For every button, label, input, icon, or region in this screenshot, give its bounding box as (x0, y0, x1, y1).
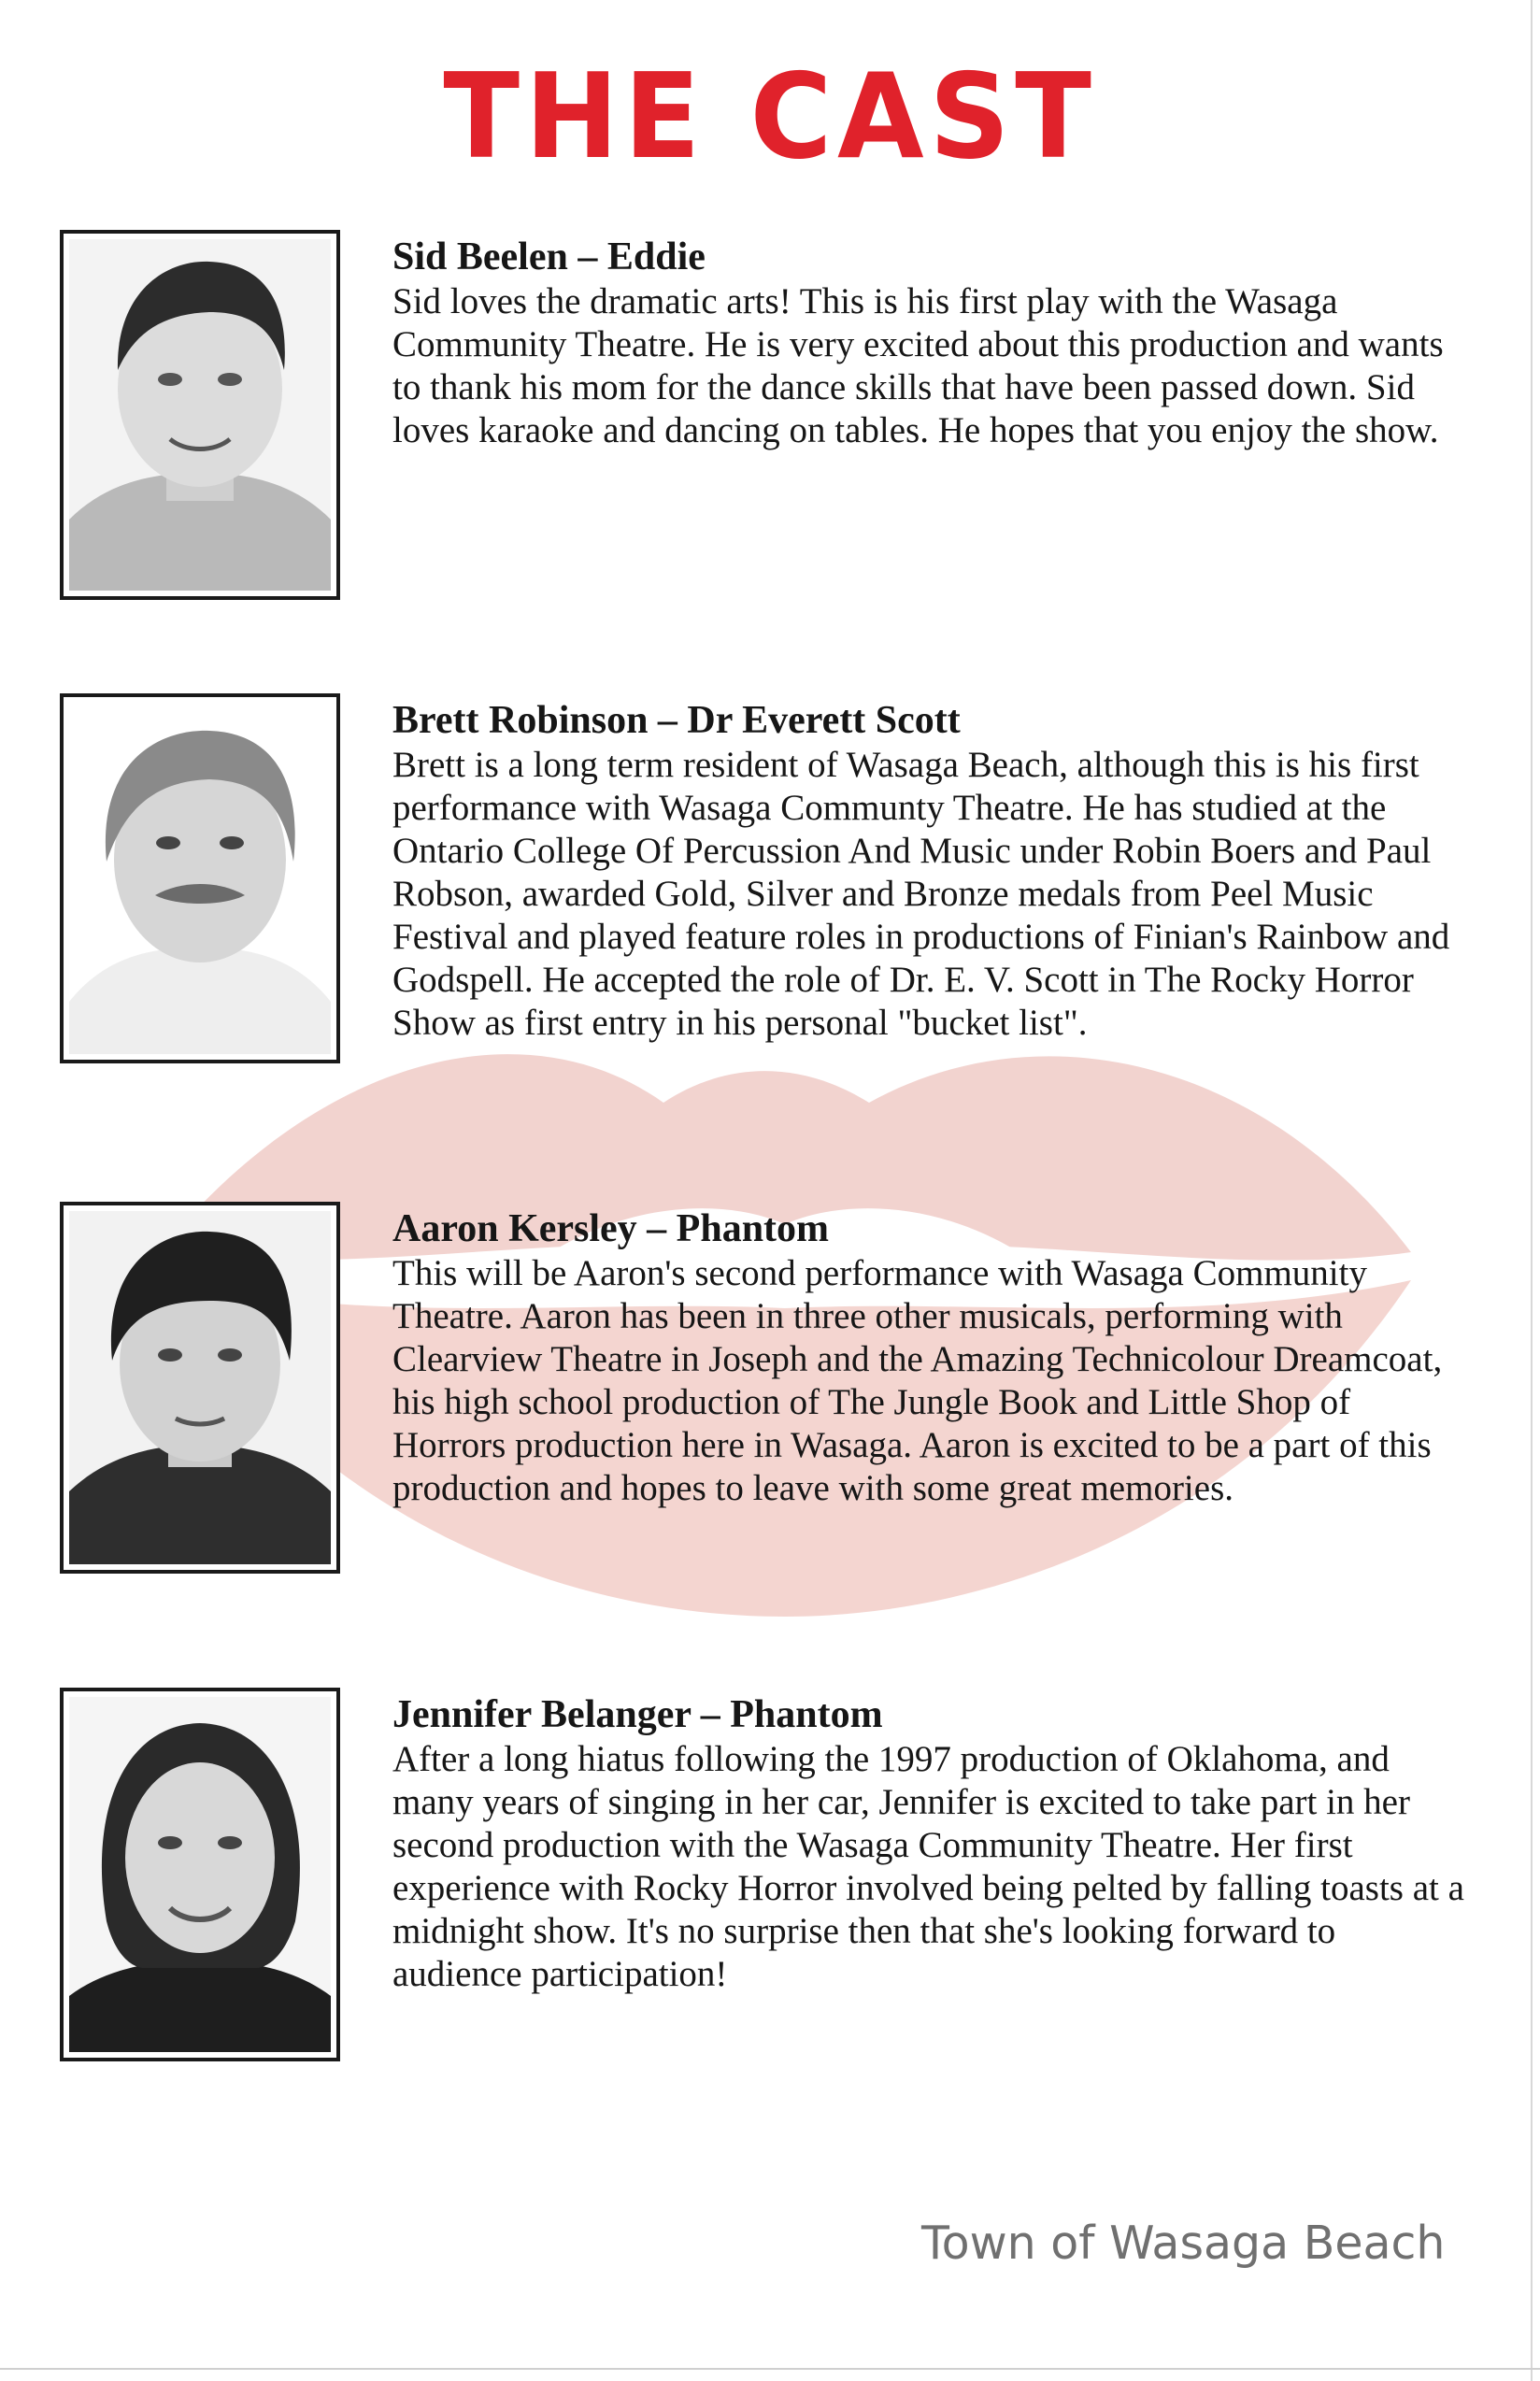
cast-bio: This will be Aaron's second performance with Wasaga Community Theatre. Aaron has been in three other musicals, performing with Clearview Theatre in Joseph and the Amazing Technicolour Dreamcoat, his high school production of The Jungle Book and Little Shop of Horrors production here in Wasaga. Aaron is excited to be a part of this production and hopes to leave with some great memories. (392, 1253, 1443, 1508)
cast-bio-block (392, 1205, 1467, 1510)
footer-org-name: Town of Wasaga Beach (921, 2217, 1446, 2270)
headshot-photo (60, 693, 340, 1063)
cast-bio-block (392, 1691, 1467, 1996)
headshot-brett-image (69, 703, 331, 1054)
cast-member-aaron (0, 1202, 1540, 1575)
headshot-aaron-image (69, 1211, 331, 1564)
headshot-jennifer-image (69, 1697, 331, 2052)
cast-member-brett (0, 693, 1540, 1067)
cast-name: Jennifer Belanger – Phantom (392, 1693, 883, 1736)
cast-member-sid (0, 230, 1540, 604)
cast-name: Aaron Kersley – Phantom (392, 1207, 830, 1250)
headshot-sid-image (69, 239, 331, 591)
cast-bio-block (392, 234, 1467, 452)
cast-bio: Brett is a long term resident of Wasaga Beach, although this is his first performance with Wasaga Communty Theatre. He has studied at the Ontario College Of Percussion And Music under Robin Boers and Paul Robson, awarded Gold, Silver and Bronze medals from Peel Music Festival and played feature roles in productions of Finian's Rainbow and Godspell. He accepted the role of Dr. E. V. Scott in The Rocky Horror Show as first entry in his personal "bucket list". (392, 745, 1450, 1043)
cast-bio-block (392, 697, 1467, 1045)
headshot-photo (60, 1688, 340, 2061)
page-edge-bottom (0, 2368, 1540, 2370)
cast-member-jennifer (0, 1688, 1540, 2061)
cast-name: Sid Beelen – Eddie (392, 235, 706, 278)
cast-bio: Sid loves the dramatic arts! This is his first play with the Wasaga Community Theatre. He is very excited about this production and wants to thank his mom for the dance skills that have been passed down. Sid loves karaoke and dancing on tables. He hopes that you enjoy the show. (392, 281, 1444, 450)
cast-bio: After a long hiatus following the 1997 production of Oklahoma, and many years of singing in her car, Jennifer is excited to take part in her second production with the Wasaga Community Theatre. Her first experience with Rocky Horror involved being pelted by falling toasts at a midnight show. It's no surprise then that she's looking forward to audience participation! (392, 1739, 1464, 1994)
headshot-photo (60, 230, 340, 600)
headshot-photo (60, 1202, 340, 1574)
page-title: THE CAST (443, 48, 1097, 185)
cast-name: Brett Robinson – Dr Everett Scott (392, 699, 961, 742)
